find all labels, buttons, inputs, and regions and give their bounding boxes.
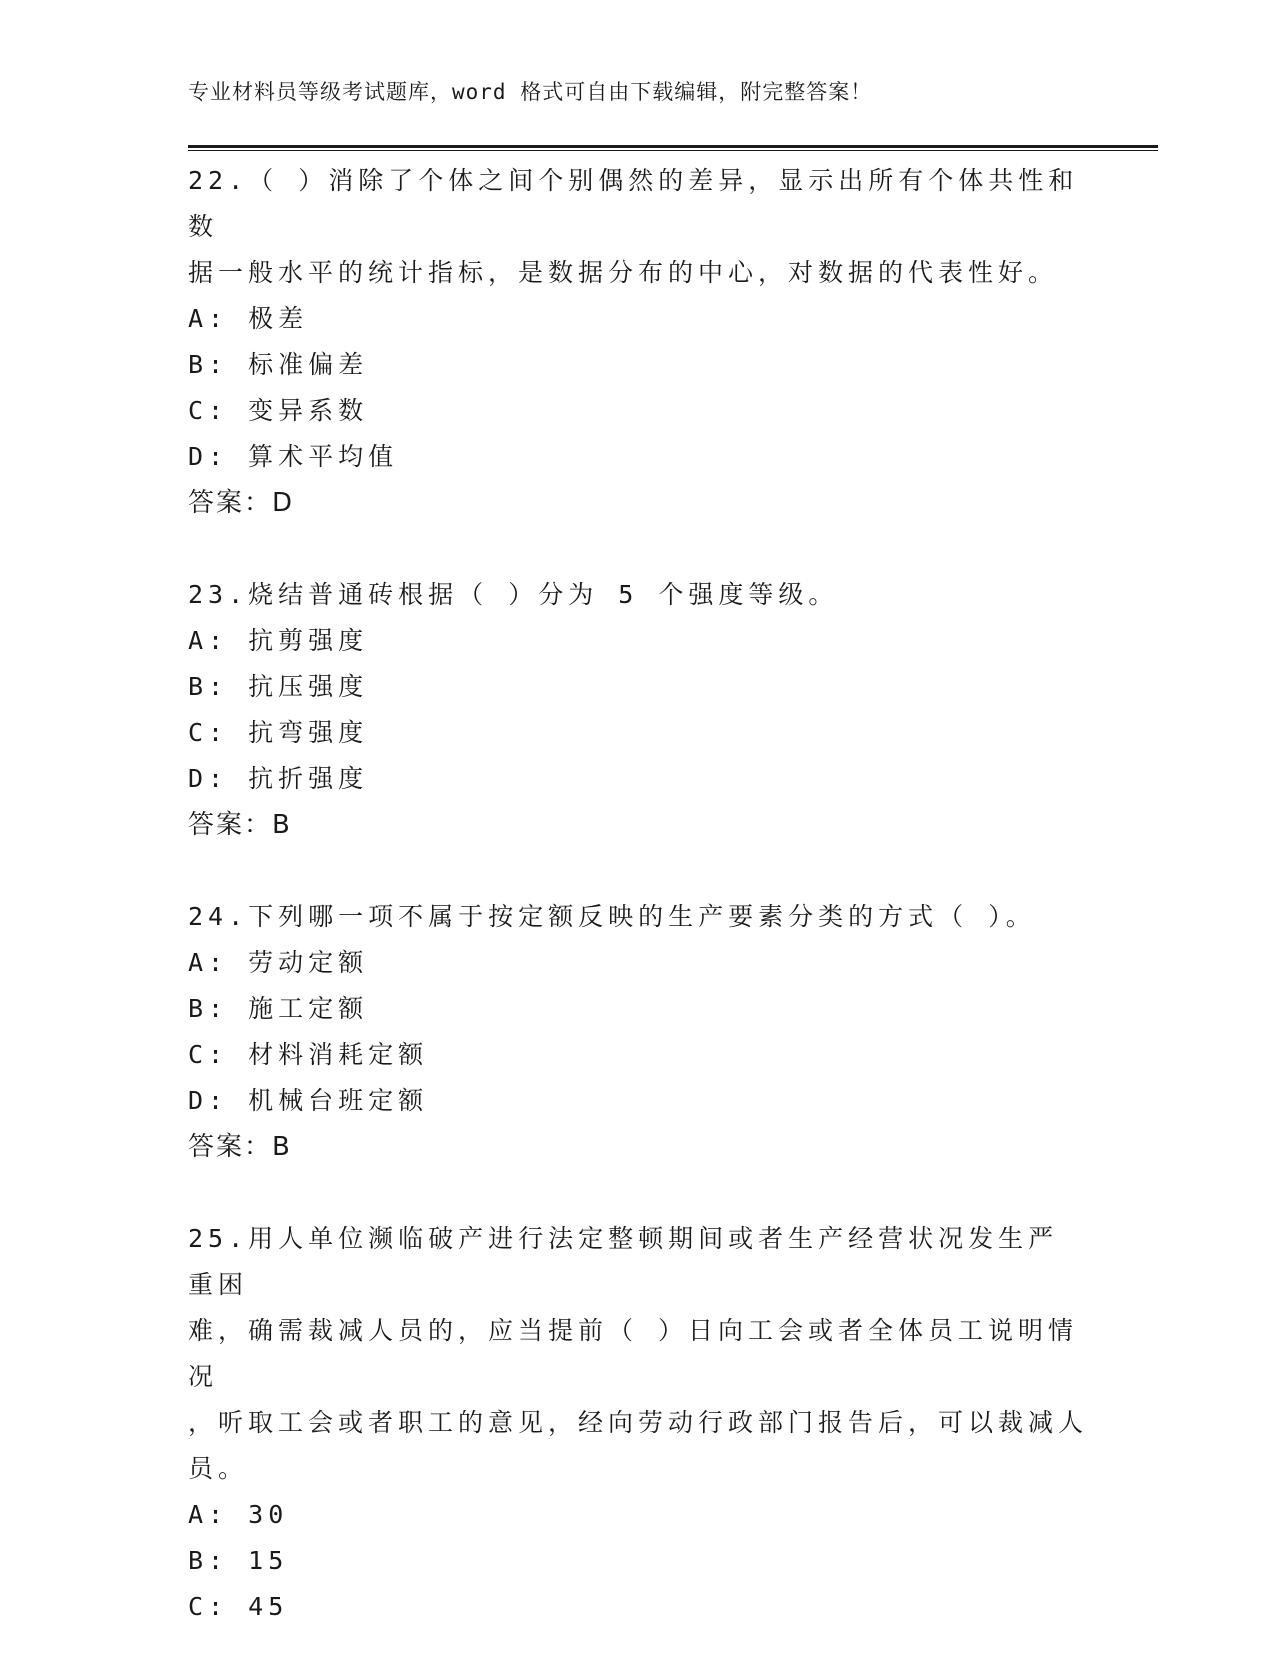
question-25 <box>188 1216 1088 1630</box>
question-text: 据一般水平的统计指标，是数据分布的中心，对数据的代表性好。 <box>188 258 1059 287</box>
option-a: A: 抗剪强度 <box>188 626 369 655</box>
option-b: B: 施工定额 <box>188 994 369 1023</box>
question-text: 24.下列哪一项不属于按定额反映的生产要素分类的方式（ ）。 <box>188 902 1036 931</box>
question-text: 难，确需裁减人员的，应当提前（ ）日向工会或者全体员工说明情况 <box>188 1316 1079 1391</box>
option-b: B: 标准偏差 <box>188 350 369 379</box>
question-text: ，听取工会或者职工的意见，经向劳动行政部门报告后，可以裁减人 <box>188 1408 1089 1437</box>
option-a: A: 劳动定额 <box>188 948 369 977</box>
option-c: C: 抗弯强度 <box>188 718 369 747</box>
option-d: D: 机械台班定额 <box>188 1086 429 1115</box>
page-header: 专业材料员等级考试题库，word 格式可自由下载编辑，附完整答案！ <box>188 80 873 104</box>
question-22 <box>188 158 1088 526</box>
answer: 答案：D <box>188 488 295 518</box>
option-c: C: 变异系数 <box>188 396 369 425</box>
option-a: A: 30 <box>188 1500 289 1529</box>
option-b: B: 15 <box>188 1546 289 1575</box>
option-c: C: 45 <box>188 1592 289 1621</box>
answer: 答案：B <box>188 810 292 840</box>
question-text: 22.（ ）消除了个体之间个别偶然的差异，显示出所有个体共性和数 <box>188 166 1079 241</box>
question-text: 员。 <box>188 1454 249 1483</box>
question-text: 25.用人单位濒临破产进行法定整顿期间或者生产经营状况发生严重困 <box>188 1224 1059 1299</box>
option-a: A: 极差 <box>188 304 309 333</box>
option-d: D: 算术平均值 <box>188 442 399 471</box>
answer: 答案：B <box>188 1132 292 1162</box>
option-b: B: 抗压强度 <box>188 672 369 701</box>
question-text: 23.烧结普通砖根据（ ）分为 5 个强度等级。 <box>188 580 839 609</box>
question-23 <box>188 572 1088 848</box>
option-c: C: 材料消耗定额 <box>188 1040 429 1069</box>
option-d: D: 抗折强度 <box>188 764 369 793</box>
question-24 <box>188 894 1088 1170</box>
header-rule-thin <box>188 150 1158 151</box>
question-list <box>188 158 1088 1676</box>
header-rule <box>188 145 1158 148</box>
